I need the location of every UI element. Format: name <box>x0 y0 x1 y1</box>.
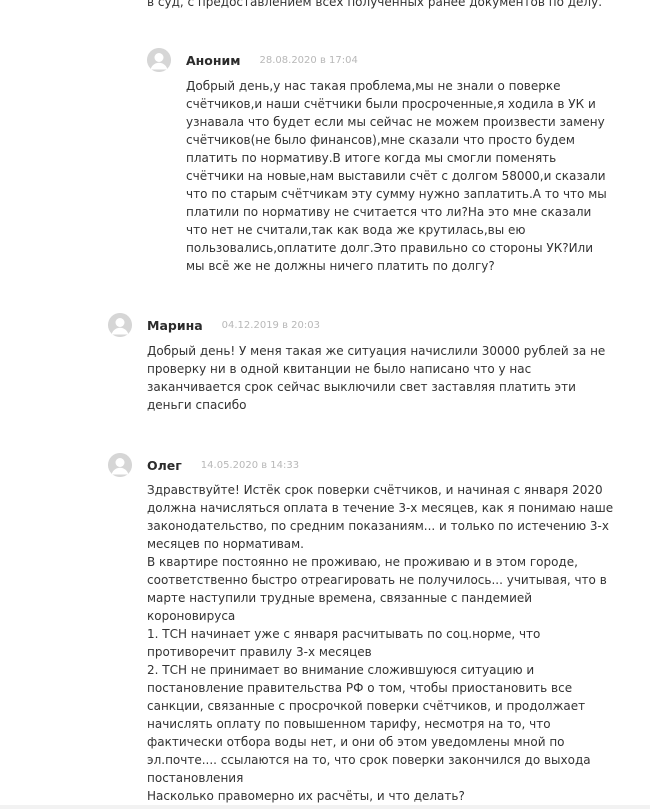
default-user-icon <box>108 453 132 477</box>
text-line: что по старым счётчикам эту сумму нужно заплатить.А то что мы <box>186 187 607 201</box>
text-line: постановление правительства РФ о том, чтобы приостановить все <box>147 681 573 695</box>
comment-date[interactable]: 14.05.2020 в 14:33 <box>200 459 300 471</box>
text-line: счётчиков,и наши счётчики были просроченные,я ходила в УК и <box>186 97 596 111</box>
text-line: законодательство, по средним показаниям... и только по истечению 3-х <box>147 519 609 533</box>
avatar-icon <box>147 48 171 72</box>
text-line: месяцев по нормативам. <box>147 537 304 551</box>
avatar-icon <box>108 453 132 477</box>
comment-marina <box>108 313 638 418</box>
bottom-divider <box>0 805 650 809</box>
text-line: начислять оплату по повышенном тарифу, несмотря на то, что <box>147 717 551 731</box>
text-line: узнавала что будет если мы сейчас не можем произвести замену <box>186 115 605 129</box>
text-line: Добрый день,у нас такая проблема,мы не знали о поверке <box>186 79 561 93</box>
text-line: должна начисляться оплата в течение 3-х месяцев, как я понимаю наше <box>147 501 614 515</box>
text-line: мы всё же не должны ничего платить по долгу? <box>186 259 495 273</box>
comment-header <box>147 453 299 477</box>
text-line: Добрый день! У меня такая же ситуация начислили 30000 рублей за не <box>147 344 606 358</box>
text-line: марте наступили трудные времена, связанные с пандемией <box>147 591 533 605</box>
text-line: счётчики на новые,нам выставили счёт с долгом 58000,и сказали <box>186 169 606 183</box>
comment-anonim <box>147 48 627 278</box>
comment-text <box>147 342 627 414</box>
previous-comment-text: в суд, с предоставлением всех полученных ранее документов по делу. <box>147 0 603 9</box>
text-line: платили по нормативу не считается что ли?На это мне сказали <box>186 205 592 219</box>
comment-oleg <box>108 453 638 805</box>
text-line: фактически отбора воды нет, и они об этом уведомлены мной по <box>147 735 565 749</box>
text-line: заканчивается срок сейчас выключили свет заставляя платить эти <box>147 380 576 394</box>
text-line: эл.почте.... ссылаются на то, что срок поверки закончился до выхода <box>147 753 591 767</box>
comment-text <box>147 481 627 805</box>
comment-author[interactable]: Олег <box>147 457 182 473</box>
default-user-icon <box>108 313 132 337</box>
comment-header <box>186 48 358 72</box>
text-line: проверку ни в одной квитанции не было написано что у нас <box>147 362 532 376</box>
avatar-icon <box>108 313 132 337</box>
text-line: что нет не считали,так как вода же крутилась,вы ею <box>186 223 526 237</box>
comment-date[interactable]: 28.08.2020 в 17:04 <box>259 54 358 66</box>
comment-header <box>147 313 320 337</box>
text-line: Здравствуйте! Истёк срок поверки счётчиков, и начиная с января 2020 <box>147 483 603 497</box>
text-line: В квартире постоянно не проживаю, не проживаю и в этом городе, <box>147 555 578 569</box>
comment-author[interactable]: Аноним <box>186 52 241 68</box>
text-line: счётчиков(не было финансов),мне сказали что просто будем <box>186 133 575 147</box>
comment-date[interactable]: 04.12.2019 в 20:03 <box>221 319 320 331</box>
text-line: постановления <box>147 771 244 785</box>
text-line: короновируса <box>147 609 236 623</box>
text-line: деньги спасибо <box>147 398 247 412</box>
text-line: 2. ТСН не принимает во внимание сложившуюся ситуацию и <box>147 663 535 677</box>
text-line: 1. ТСН начинает уже с января расчитывать по соц.норме, что <box>147 627 541 641</box>
comment-author[interactable]: Марина <box>147 317 203 333</box>
text-line: санкции, связанные с просрочкой поверки счётчиков, и продолжает <box>147 699 586 713</box>
text-line: соответственно быстро отреагировать не получилось... учитывая, что в <box>147 573 607 587</box>
default-user-icon <box>147 48 171 72</box>
comment-text <box>186 77 626 275</box>
text-line: противоречит правилу 3-х месяцев <box>147 645 372 659</box>
text-line: платить по нормативу.В итоге когда мы смогли поменять <box>186 151 557 165</box>
text-line: пользовались,оплатите долг.Это правильно со стороны УК?Или <box>186 241 594 255</box>
text-line: Насколько правомерно их расчёты, и что делать? <box>147 789 465 803</box>
